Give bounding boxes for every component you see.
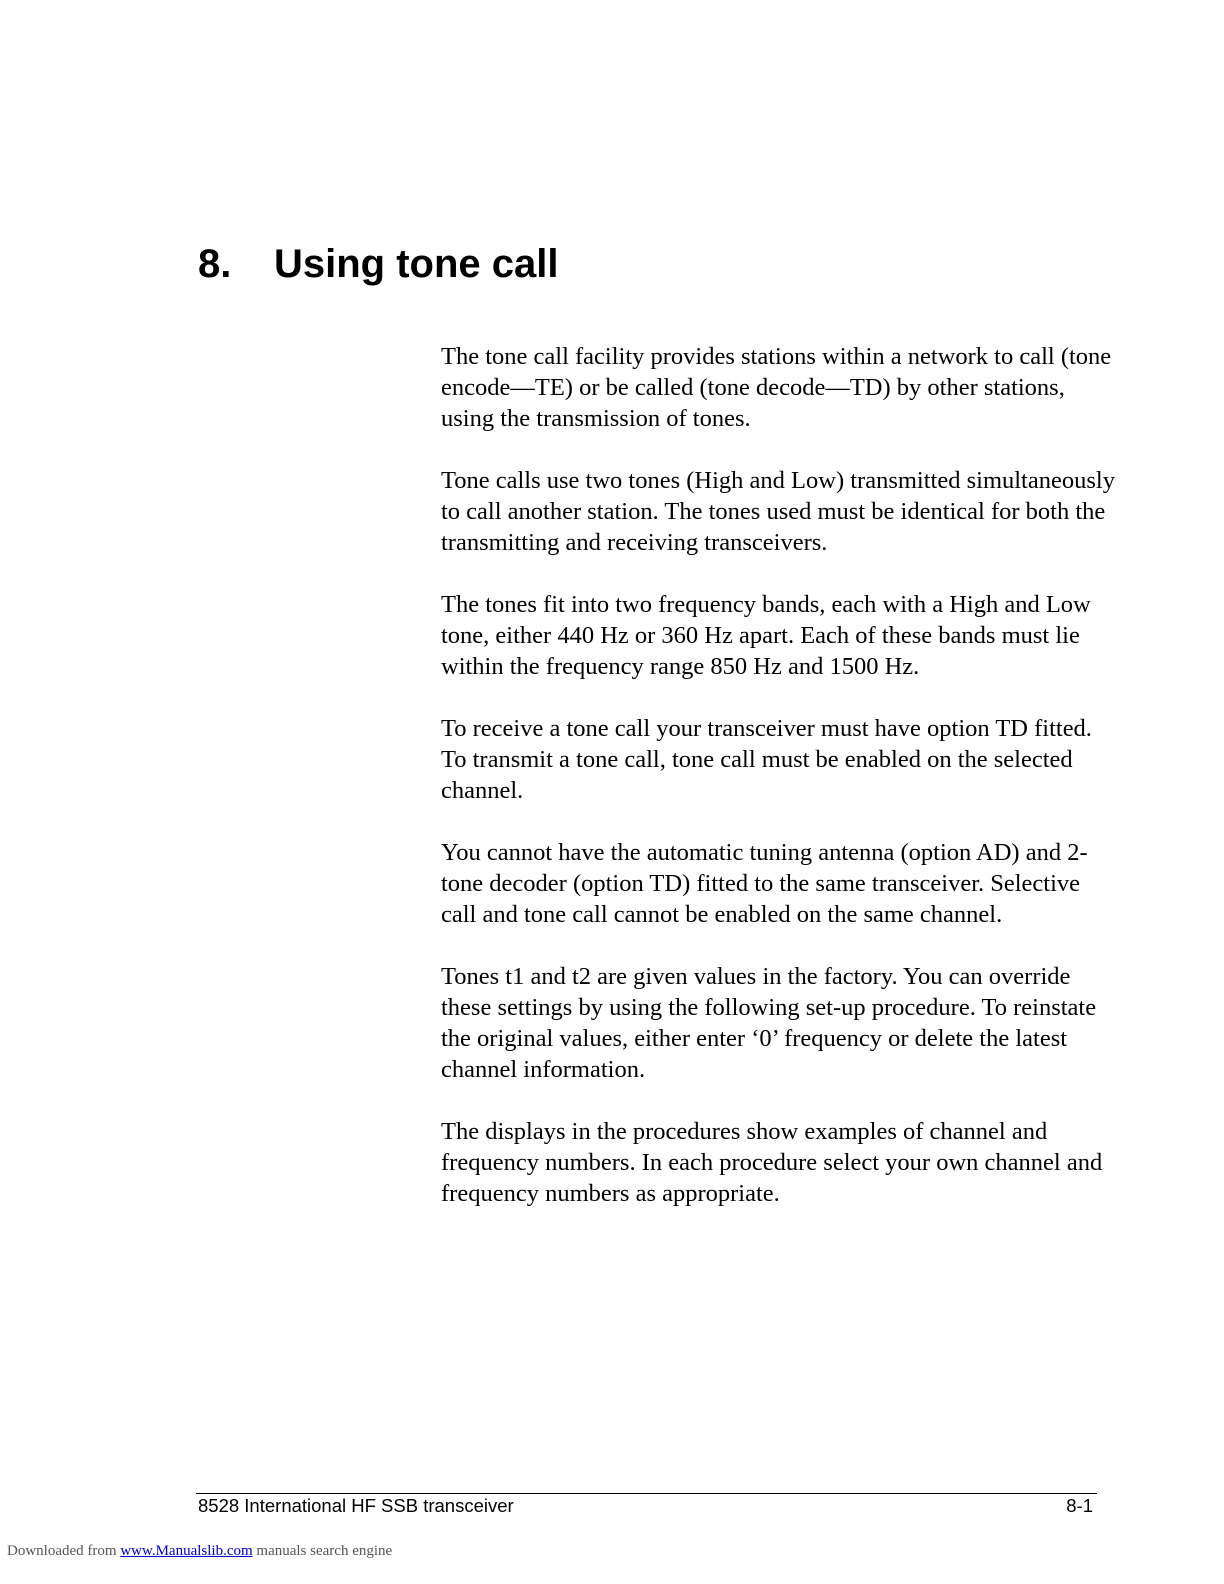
manualslib-link[interactable]: www.Manualslib.com — [120, 1543, 253, 1559]
paragraph-option-td: To receive a tone call your transceiver must have option TD fitted. To transmit a tone call, tone call must be enabled on the selected channel. — [441, 715, 1092, 804]
section-number: 8. — [198, 242, 232, 286]
download-suffix: manuals search engine — [256, 1543, 393, 1559]
section-title: Using tone call — [274, 242, 559, 286]
footer-divider — [196, 1493, 1097, 1494]
paragraph-two-tones: Tone calls use two tones (High and Low) transmitted simultaneously to call another station. The tones used must be identical for both the transmitting and receiving transceivers. — [441, 467, 1115, 556]
footer-product-name: 8528 International HF SSB transceiver — [198, 1495, 514, 1516]
paragraph-frequency-bands: The tones fit into two frequency bands, each with a High and Low tone, either 440 Hz or 360 Hz apart. Each of these bands must lie within the frequency range 850 Hz and 1500 Hz. — [441, 591, 1091, 680]
download-notice — [7, 1542, 392, 1560]
paragraph-intro: The tone call facility provides stations within a network to call (tone encode—TE) or be called (tone decode—TD) by other stations, using the transmission of tones. — [441, 343, 1112, 432]
download-prefix: Downloaded from — [7, 1543, 117, 1559]
paragraph-restrictions: You cannot have the automatic tuning antenna (option AD) and 2-tone decoder (option TD) fitted to the same transceiver. Selective call and tone call cannot be enabled on the same channel. — [441, 839, 1088, 928]
paragraph-display-examples: The displays in the procedures show examples of channel and frequency numbers. In each procedure select your own channel and frequency numbers as appropriate. — [441, 1118, 1103, 1207]
body-text — [441, 341, 1121, 1240]
footer-page-number: 8-1 — [1066, 1495, 1093, 1516]
section-heading — [198, 240, 559, 288]
paragraph-factory-values: Tones t1 and t2 are given values in the factory. You can override these settings by using the following set-up procedure. To reinstate the original values, either enter ‘0’ frequency or delete the latest channel information. — [441, 963, 1097, 1083]
